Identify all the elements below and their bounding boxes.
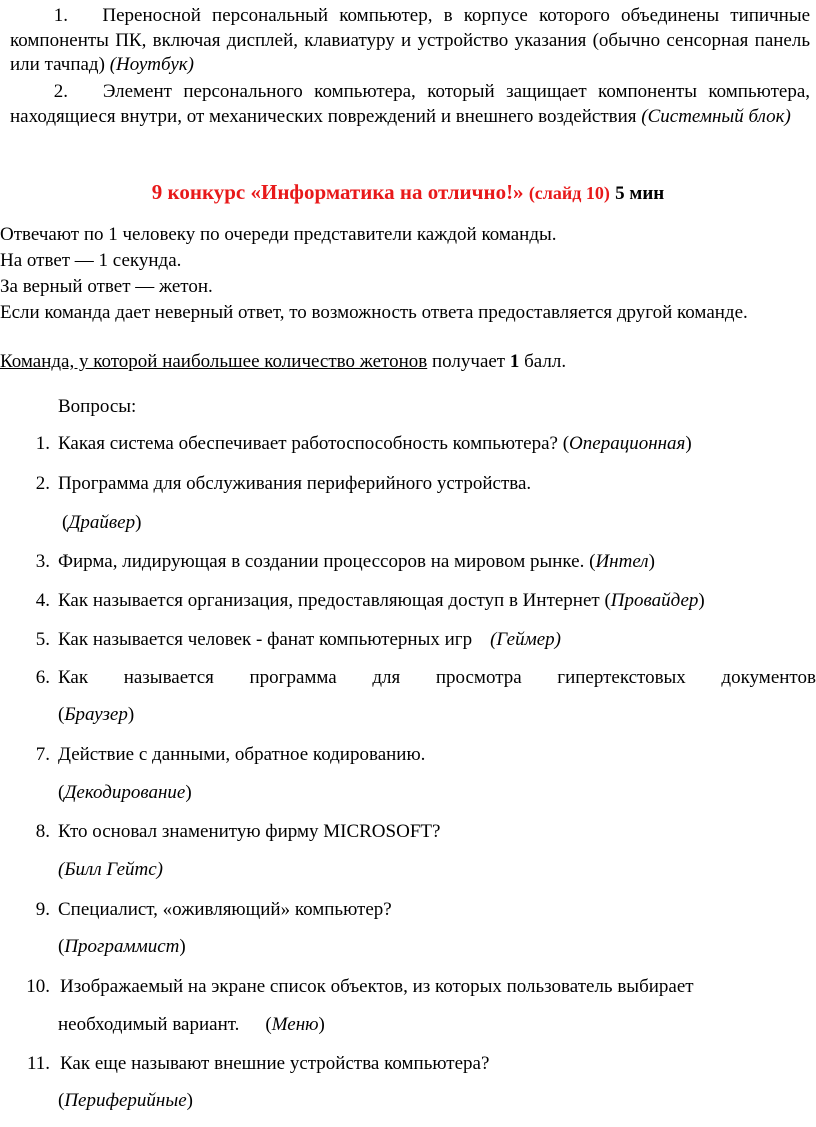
rule-points: 1 [509, 351, 520, 372]
rule-line-4: Если команда дает неверный ответ, то возможность ответа предоставляется другой команде. [0, 302, 748, 323]
question-number: 11. [26, 1053, 50, 1074]
question-answer: (Драйвер) [62, 512, 142, 533]
question-text: Как называется человек - фанат компьютерных игр (Геймер) [58, 629, 561, 650]
rule-underlined-text: Команда, у которой наибольшее количество жетонов [0, 351, 428, 372]
rule-text: получает [427, 351, 510, 372]
question-text: Какая система обеспечивает работоспособность компьютера? (Операционная) [58, 433, 692, 454]
question-text: Фирма, лидирующая в создании процессоров на мировом рынке. (Интел) [58, 551, 655, 572]
question-answer: (Браузер) [58, 704, 135, 725]
intro-item-1 [10, 4, 810, 78]
question-text: Действие с данными, обратное кодированию. [58, 744, 426, 765]
intro-item-text: Элемент персонального компьютера, который защищает компоненты компьютера, находящиеся внутри, от механических повреждений и внешнего воздействия [10, 81, 811, 127]
intro-item-number: 2. [53, 81, 68, 102]
question-number: 5. [35, 629, 50, 650]
question-answer: необходимый вариант. (Меню) [58, 1014, 325, 1035]
intro-item-answer: (Системный блок) [641, 105, 791, 127]
intro-item-answer: (Ноутбук) [109, 54, 194, 75]
contest-title: 9 конкурс «Информатика на отлично!» [151, 180, 524, 204]
rule-line-5 [0, 349, 816, 375]
intro-item-text: Переносной персональный компьютер, в корпусе которого объединены типичные компоненты ПК, включая дисплей, клавиатуру и устройство указания (обычно сенсорная панель или тачпад) [10, 5, 811, 75]
contest-heading [0, 180, 816, 205]
intro-item-2 [10, 80, 810, 129]
question-answer: (Декодирование) [58, 782, 192, 803]
rule-line-3: За верный ответ — жетон. [0, 276, 213, 297]
question-number: 6. [35, 667, 50, 688]
rule-text: балл. [519, 351, 567, 372]
question-number: 9. [35, 899, 50, 920]
question-text: Кто основал знаменитую фирму MICROSOFT? [58, 821, 441, 842]
question-answer: (Периферийные) [58, 1090, 193, 1111]
question-number: 8. [35, 821, 50, 842]
questions-header: Вопросы: [58, 396, 137, 417]
question-answer: Операционная [569, 433, 686, 454]
question-text: Изображаемый на экране список объектов, из которых пользователь выбирает [60, 976, 694, 997]
question-answer: Провайдер [610, 590, 699, 611]
question-text: Специалист, «оживляющий» компьютер? [58, 899, 392, 920]
contest-duration: 5 мин [615, 183, 665, 204]
question-number: 4. [35, 590, 50, 611]
question-number: 1. [35, 433, 50, 454]
contest-slide: (слайд 10) [528, 183, 610, 203]
question-text: Как еще называют внешние устройства компьютера? [60, 1053, 490, 1074]
question-answer: (Билл Гейтс) [58, 859, 164, 880]
question-text: Как называется программа для просмотра гипертекстовых документов [58, 667, 816, 688]
question-answer: (Программист) [58, 936, 186, 957]
question-text: Как называется организация, предоставляющая доступ в Интернет (Провайдер) [58, 590, 705, 611]
question-answer: (Геймер) [490, 629, 561, 650]
question-text: Программа для обслуживания периферийного устройства. [58, 473, 532, 494]
question-number: 7. [35, 744, 50, 765]
rule-line-2: На ответ — 1 секунда. [0, 250, 182, 271]
question-number: 10. [26, 976, 50, 997]
question-answer: Интел [595, 551, 649, 572]
question-number: 2. [35, 473, 50, 494]
intro-item-number: 1. [53, 5, 68, 26]
rule-line-1: Отвечают по 1 человеку по очереди представители каждой команды. [0, 224, 557, 245]
question-number: 3. [35, 551, 50, 572]
